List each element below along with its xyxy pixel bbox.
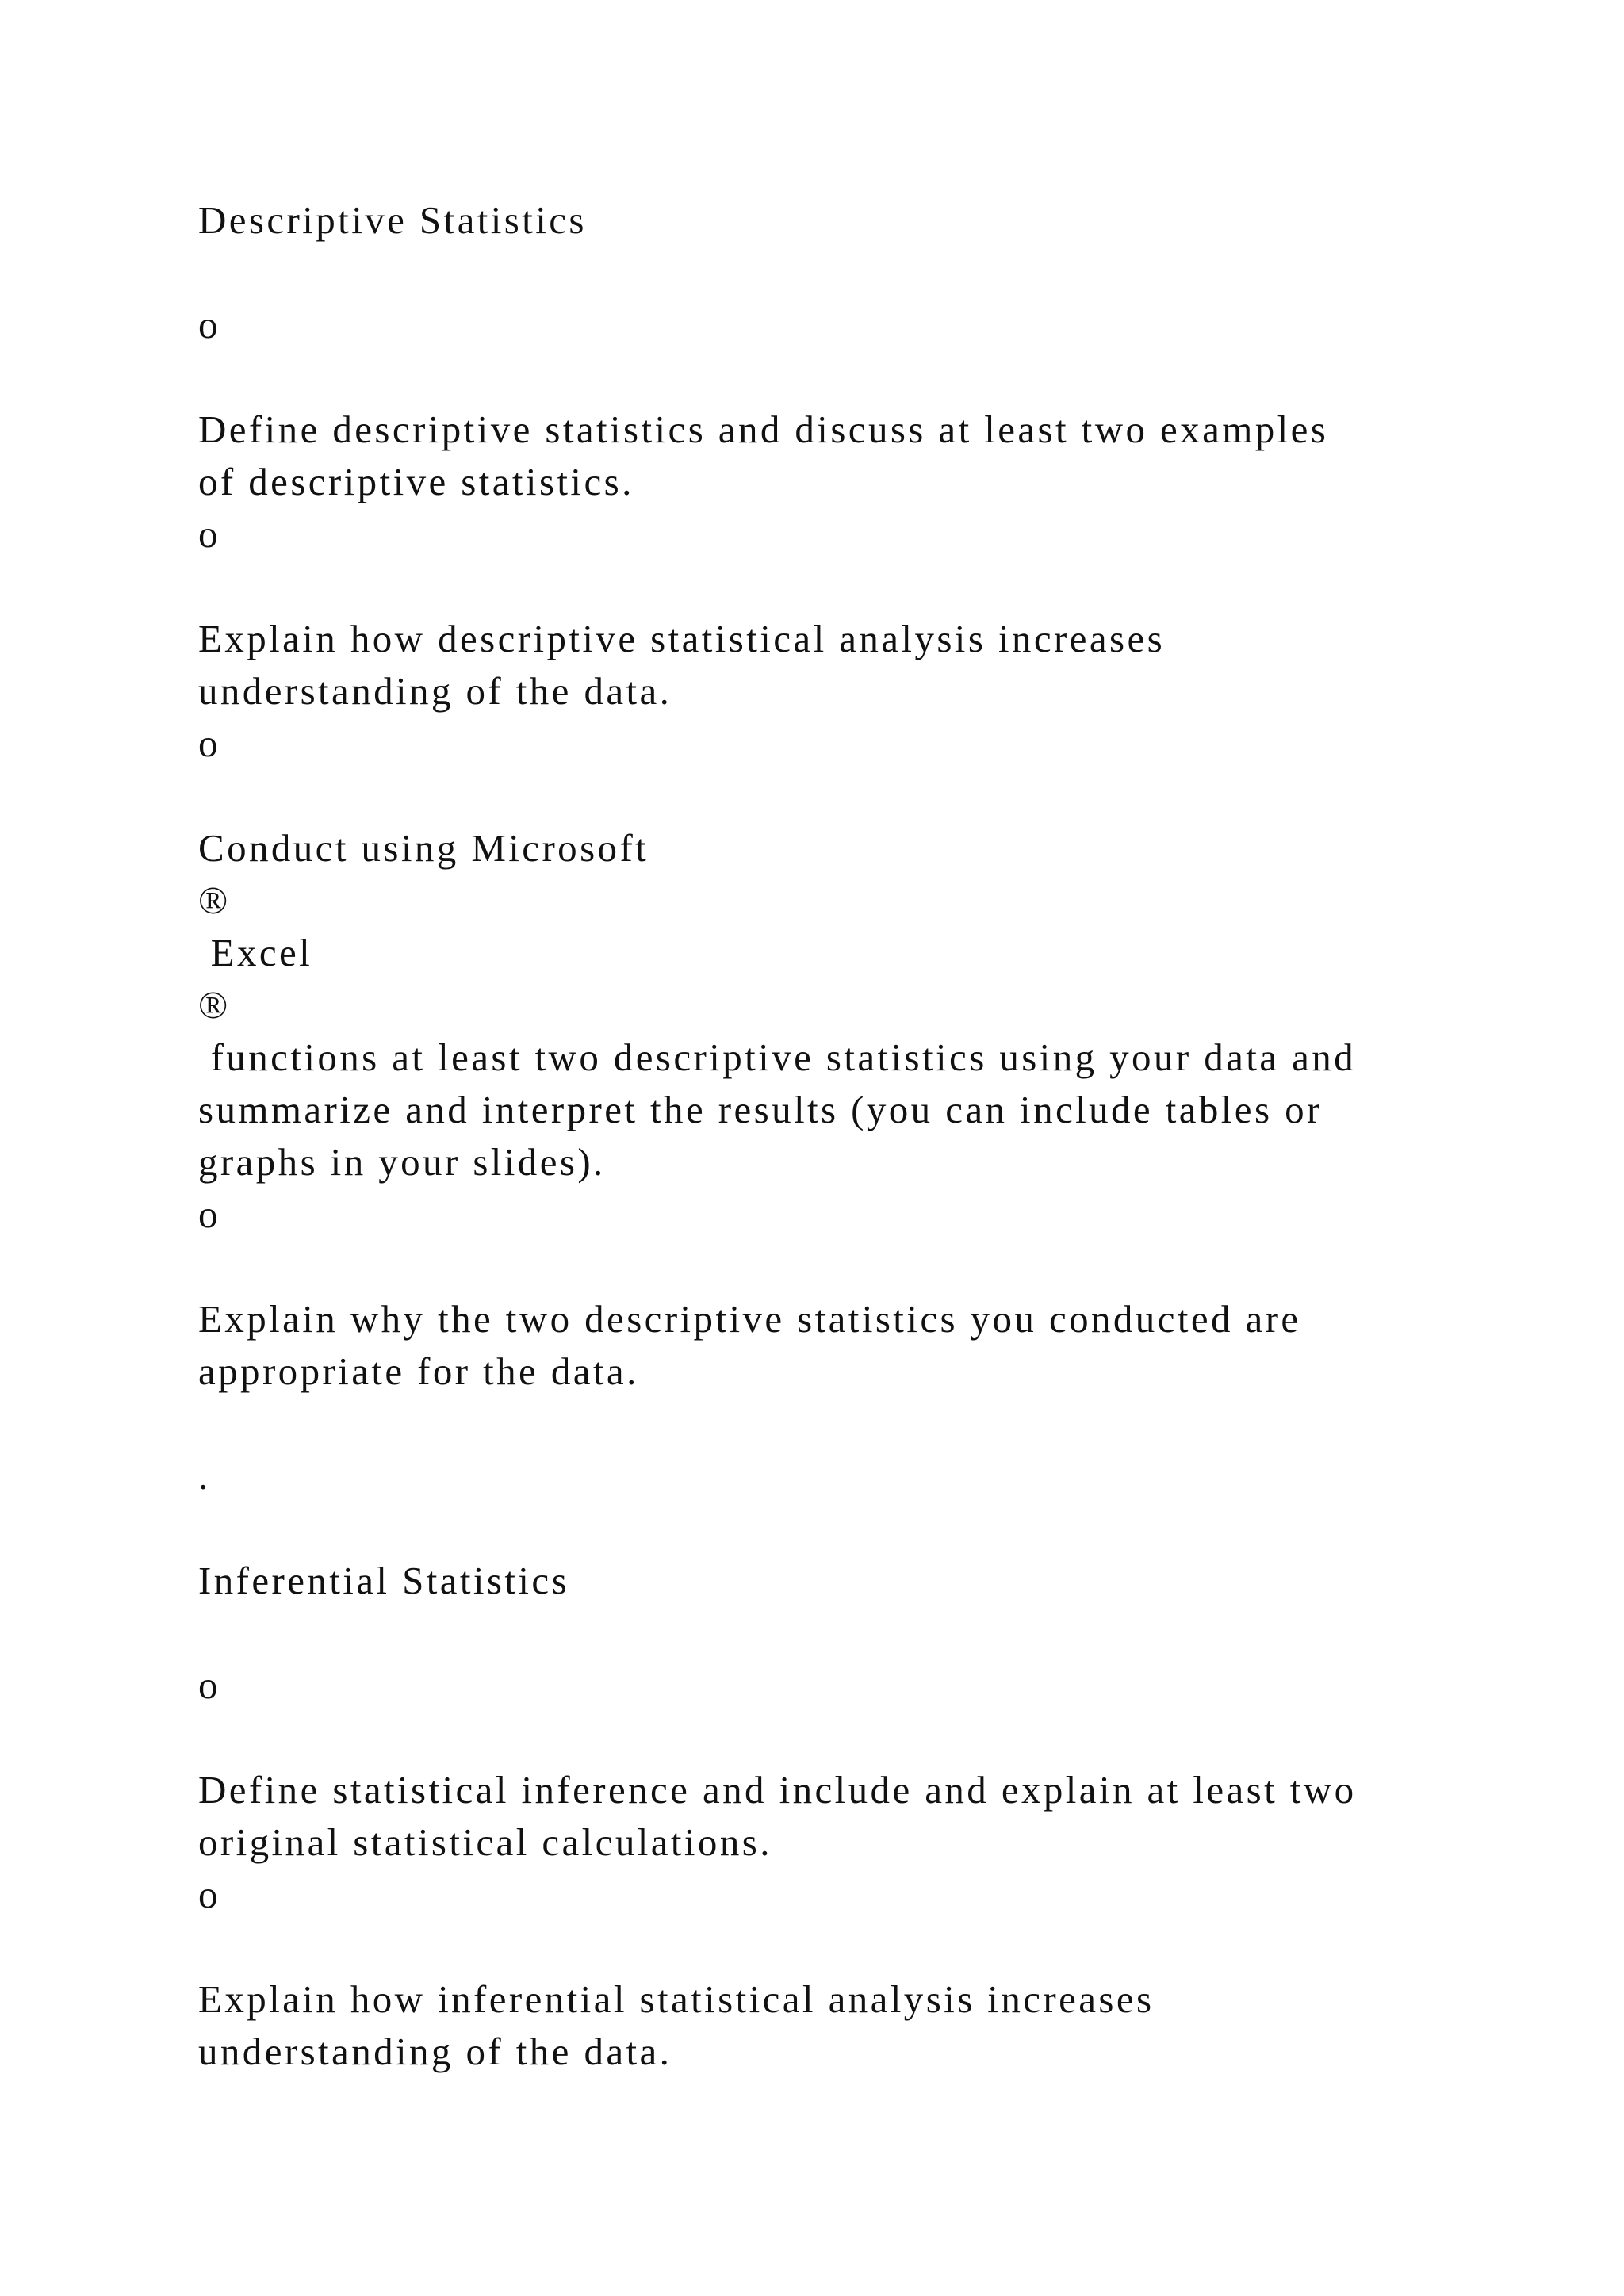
text-line: Explain why the two descriptive statistics you conducted are (198, 1297, 1301, 1341)
bullet-marker: o (198, 1873, 220, 1916)
text-line: original statistical calculations. (198, 1820, 772, 1864)
text-line: functions at least two descriptive statistics using your data and (198, 1035, 1357, 1079)
bullet-marker: o (198, 512, 220, 556)
text-line: graphs in your slides). (198, 1140, 606, 1184)
registered-mark: ® (198, 983, 231, 1027)
text-line: Define statistical inference and include and explain at least two (198, 1768, 1357, 1812)
bullet-marker: o (198, 721, 220, 765)
text-line: appropriate for the data. (198, 1349, 639, 1393)
separator-period: . (198, 1454, 211, 1498)
text-line: understanding of the data. (198, 2030, 672, 2073)
text-line: Excel (198, 931, 313, 974)
text-line: Explain how descriptive statistical analysis increases (198, 617, 1166, 660)
text-line: understanding of the data. (198, 669, 672, 713)
text-line: Conduct using Microsoft (198, 826, 649, 870)
section-heading-descriptive-statistics: Descriptive Statistics (198, 198, 587, 242)
registered-mark: ® (198, 878, 231, 922)
bullet-marker: o (198, 1663, 220, 1707)
bullet-marker: o (198, 303, 220, 346)
text-line: Define descriptive statistics and discuss at least two examples (198, 408, 1329, 451)
text-line: summarize and interpret the results (you can include tables or (198, 1088, 1323, 1131)
text-line: Explain how inferential statistical analysis increases (198, 1977, 1155, 2021)
bullet-marker: o (198, 1192, 220, 1236)
section-heading-inferential-statistics: Inferential Statistics (198, 1559, 570, 1602)
text-line: of descriptive statistics. (198, 460, 634, 503)
